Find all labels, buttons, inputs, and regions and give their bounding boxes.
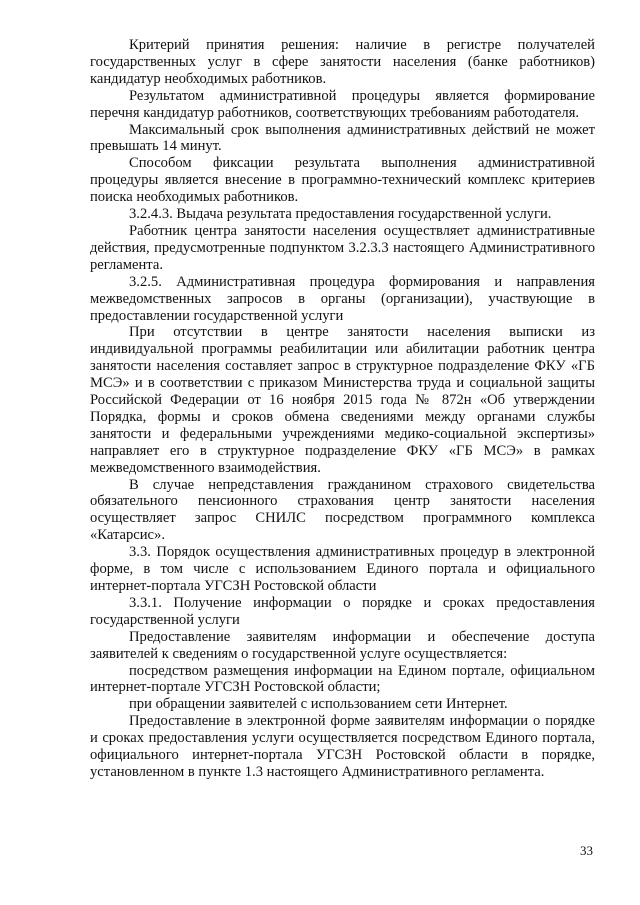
- paragraph-internet-requests: при обращении заявителей с использованием сети Интернет.: [129, 696, 508, 713]
- paragraph-3-3-1: 3.3.1. Получение информации о порядке и сроках предоставления государственной услуги: [90, 594, 595, 628]
- paragraph-snils-request: В случае непредставления гражданином страхового свидетельства обязательного пенсионного страхования центр занятости населения осуществляет запрос СНИЛС посредством программного комплекса «Катарсис».: [90, 476, 595, 544]
- paragraph-portal-placement: посредством размещения информации на Едином портале, официальном интернет-портале УГСЗН Ростовской области;: [90, 662, 595, 696]
- paragraph-employee-actions: Работник центра занятости населения осуществляет административные действия, предусмотренные подпунктом 3.2.3.3 настоящего Административного регламента.: [90, 222, 595, 273]
- paragraph-electronic-information: Предоставление в электронной форме заявителям информации о порядке и сроках предоставления услуги осуществляется посредством Единого портала, официального интернет-портала УГСЗН Ростовской области в порядке, установленном в пункте 1.3 настоящего Административного регламента.: [90, 713, 595, 780]
- page-number: 33: [580, 843, 593, 858]
- paragraph-information-access: Предоставление заявителям информации и обеспечение доступа заявителей к сведениям о государственной услуге осуществляется:: [90, 628, 595, 662]
- paragraph-rehabilitation-request: При отсутствии в центре занятости населения выписки из индивидуальной программы реабилитации или абилитации работник центра занятости населения составляет запрос в структурное подразделение ФКУ «ГБ МСЭ» и в соответствии с приказом Министерства труда и социальной защиты Российской Федерации от 16 ноября 2015 года № 872н «Об утверждении Порядка, формы и сроков обмена сведениями между органами службы занятости и федеральными учреждениями медико-социальной экспертизы» направляет его в структурное подразделение ФКУ «ГБ МСЭ» в рамках межведомственного взаимодействия.: [90, 324, 595, 476]
- paragraph-3-2-4-3: 3.2.4.3. Выдача результата предоставления государственной услуги.: [129, 206, 552, 223]
- paragraph-procedure-result: Результатом административной процедуры является формирование перечня кандидатур работников, соответствующих требованиям работодателя.: [90, 87, 595, 121]
- paragraph-3-3: 3.3. Порядок осуществления административных процедур в электронной форме, в том числе с использованием Единого портала и официального интернет-портала УГСЗН Ростовской области: [90, 544, 595, 594]
- paragraph-fixation-method: Способом фиксации результата выполнения административной процедуры является внесение в программно-технический комплекс критериев поиска необходимых работников.: [90, 155, 595, 206]
- paragraph-3-2-5: 3.2.5. Административная процедура формирования и направления межведомственных запросов в органы (организации), участвующие в предоставлении государственной услуги: [90, 273, 595, 324]
- paragraph-decision-criterion: Критерий принятия решения: наличие в регистре получателей государственных услуг в сфере занятости населения (банке работников) кандидатур необходимых работников.: [90, 37, 595, 87]
- paragraph-max-duration: Максимальный срок выполнения административных действий не может превышать 14 минут.: [90, 121, 595, 155]
- document-body: [90, 37, 595, 781]
